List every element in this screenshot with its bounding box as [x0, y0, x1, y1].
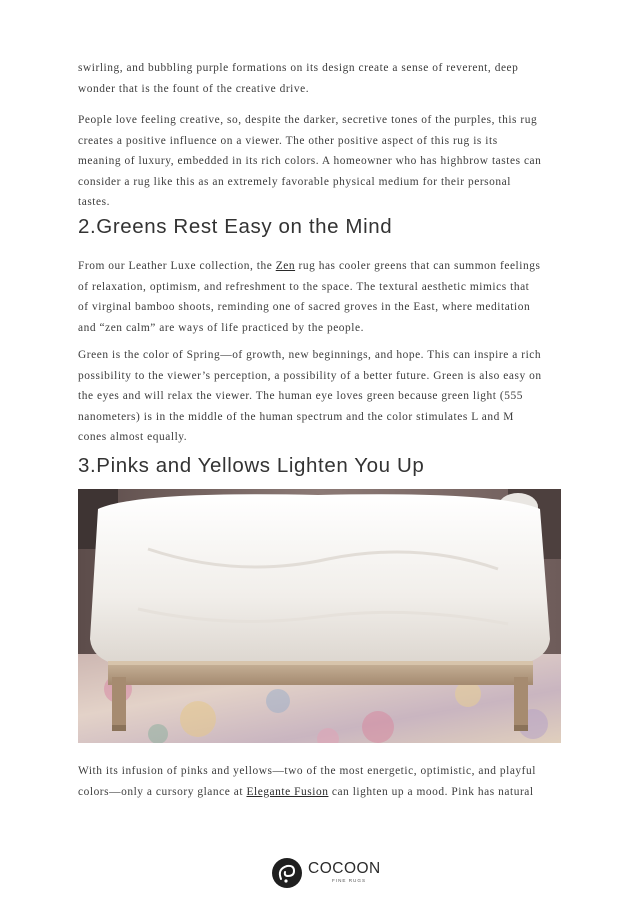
greens-paragraph-2: [78, 345, 563, 448]
zen-rug-link[interactable]: Zen: [275, 260, 296, 272]
text-line: of virginal bamboo shoots, reminding one of sacred groves in the East, where meditation: [78, 301, 531, 313]
greens-paragraph-1: [78, 256, 563, 338]
text-line: wonder that is the fount of the creative drive.: [78, 82, 310, 95]
purple-paragraph: [78, 110, 563, 213]
text-line: People love feeling creative, so, despite the darker, secretive tones of the purples, this rug: [78, 114, 538, 126]
text-line: possibility to the viewer’s perception, a possibility of a better future. Green is also easy on: [78, 369, 542, 382]
text-line: From our Leather Luxe collection, the: [78, 260, 276, 272]
section-heading-pinks: 3.Pinks and Yellows Lighten You Up: [78, 454, 425, 477]
bed-rug-photo: [78, 489, 561, 743]
text-line: With its infusion of pinks and yellows—two of the most energetic, optimistic, and playful: [78, 765, 536, 777]
text-line: and “zen calm” are ways of life practiced by the people.: [78, 321, 365, 334]
text-line: nanometers) is in the middle of the human spectrum and the color stimulates L and M: [78, 410, 514, 423]
text-line: cones almost equally.: [78, 431, 188, 443]
text-line: of relaxation, optimism, and refreshment to the space. The textural aesthetic mimics that: [78, 280, 530, 293]
intro-paragraph: [78, 58, 563, 99]
text-line: creates a positive influence on a viewer. The other positive aspect of this rug is its: [78, 134, 498, 147]
text-line: the eyes and will relax the viewer. The human eye loves green because green light (555: [78, 390, 523, 402]
text-line: swirling, and bubbling purple formations on its design create a sense of reverent, deep: [78, 62, 519, 74]
cocoon-logo: [272, 858, 382, 892]
section-heading-greens: 2.Greens Rest Easy on the Mind: [78, 215, 393, 238]
cocoon-logo-wordmark: COCOON: [308, 860, 381, 877]
cocoon-logo-tagline: FINE RUGS: [332, 878, 367, 883]
bed-rug-photo-svg: [78, 489, 561, 743]
text-line: can lighten up a mood. Pink has natural: [328, 785, 534, 798]
text-line: colors—only a cursory glance at: [78, 785, 247, 798]
text-line: tastes.: [78, 196, 111, 208]
elegante-fusion-link[interactable]: Elegante Fusion: [246, 785, 329, 798]
text-line: meaning of luxury, embedded in its rich colors. A homeowner who has highbrow tastes can: [78, 155, 542, 167]
pinks-paragraph-1: [78, 761, 563, 802]
text-line: consider a rug like this as an extremely favorable physical medium for their personal: [78, 175, 511, 188]
cocoon-logo-icon: [272, 858, 302, 888]
text-line: rug has cooler greens that can summon feelings: [295, 260, 541, 272]
text-line: Green is the color of Spring—of growth, new beginnings, and hope. This can inspire a rich: [78, 349, 542, 361]
